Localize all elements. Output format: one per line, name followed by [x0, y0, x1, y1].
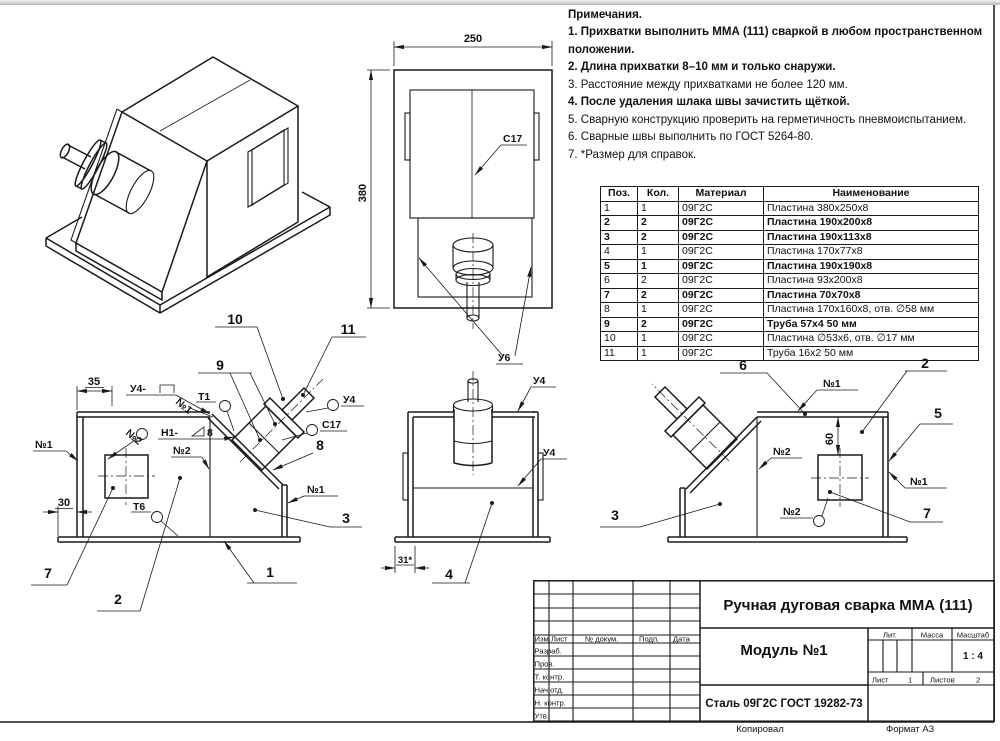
dim-31: 31* — [397, 555, 413, 566]
parts-row-8: 8 1 09Г2С Пластина 170x160x8, отв. ∅58 мм — [601, 303, 979, 318]
pos-2: 2 — [114, 591, 122, 607]
weld-label-n2-rot: №2 — [123, 427, 145, 448]
module-title: Модуль №1 — [740, 642, 828, 659]
dim-60: 60 — [824, 432, 836, 446]
parts-row-10: 10 1 09Г2С Пластина ∅53x6, отв. ∅17 мм — [601, 332, 979, 347]
pos-3: 3 — [342, 510, 350, 526]
note-item-3: 3. Расстояние между прихватками не более 120 мм. — [568, 78, 848, 91]
tb-row-nkontr: Н. контр. — [534, 698, 566, 708]
dim-35: 35 — [87, 376, 101, 388]
weld-label-n1-left: №1 — [35, 439, 53, 451]
weld-label-t6: Т6 — [133, 501, 146, 513]
view-top — [355, 25, 585, 375]
pos-5: 5 — [934, 405, 942, 421]
pos-8: 8 — [316, 437, 324, 453]
note-item-1: 1. Прихватки выполнить ММА (111) сваркой в любом пространственном положении. — [568, 26, 983, 56]
scale-value: 1 : 4 — [962, 651, 984, 662]
tb-col-podp: Подп. — [639, 634, 660, 644]
weld-label-n1-right: №1 — [307, 484, 325, 496]
weld-label-u4-top: У4 — [533, 375, 546, 387]
weld-label-c17: С17 — [322, 419, 342, 431]
tb-row-nachotd: Нач.отд. — [534, 685, 564, 695]
pos-2: 2 — [921, 355, 929, 371]
weld-label-u4-contour: У4- — [130, 383, 146, 395]
copied-label: Копировал — [736, 724, 784, 735]
notes-list — [568, 24, 992, 164]
view-isometric — [30, 40, 340, 330]
weld-label-c17: С17 — [503, 133, 523, 145]
pos-11: 11 — [340, 321, 356, 337]
note-item-7: 7. *Размер для справок. — [568, 148, 697, 161]
weld-label-n1-side: №1 — [910, 476, 928, 488]
pos-4: 4 — [445, 566, 453, 582]
doc-title: Ручная дуговая сварка ММА (111) — [723, 597, 973, 614]
parts-row-9: 9 2 09Г2С Труба 57x4 50 мм — [601, 317, 979, 332]
weld-label-n2-weld: №2 — [783, 506, 801, 518]
pos-9: 9 — [216, 357, 224, 373]
tb-row-razrab: Разраб. — [534, 646, 562, 656]
weld-label-n2-seam: №2 — [773, 446, 791, 458]
weld-label-u6: У6 — [498, 352, 511, 364]
title-block — [533, 580, 995, 727]
note-item-4: 4. После удаления шлака швы зачистить щёткой. — [568, 96, 850, 109]
tb-row-tkontr: Т. контр. — [534, 672, 565, 682]
parts-row-11: 11 1 09Г2С Труба 16x2 50 мм — [601, 346, 979, 361]
parts-header-3: Наименование — [764, 187, 979, 202]
pos-6: 6 — [739, 357, 747, 373]
weld-contour-icon — [160, 385, 174, 393]
dim-30: 30 — [57, 497, 71, 509]
parts-row-7: 7 2 09Г2С Пластина 70x70x8 — [601, 288, 979, 303]
sheets-value: 2 — [976, 675, 981, 685]
view-front — [30, 300, 370, 630]
sheet-label: Лист — [872, 675, 889, 685]
parts-row-5: 5 1 09Г2С Пластина 190x190x8 — [601, 259, 979, 274]
parts-row-2: 2 2 09Г2С Пластина 190x200x8 — [601, 216, 979, 231]
weld-label-n2-mid: №2 — [173, 445, 191, 457]
weld-label-u4-mid: У4 — [543, 447, 556, 459]
sheets-label: Листов — [930, 675, 955, 685]
tb-col-dokum: № докум. — [585, 634, 619, 644]
mass-label: Масса — [920, 630, 944, 640]
dim-250: 250 — [463, 33, 483, 45]
parts-table — [600, 186, 979, 361]
parts-row-1: 1 1 09Г2С Пластина 380x250x8 — [601, 201, 979, 216]
pos-10: 10 — [227, 311, 243, 327]
scale-label: Масштаб — [956, 630, 990, 640]
sheet-value: 1 — [908, 675, 913, 685]
view-side — [375, 365, 575, 600]
parts-header-2: Материал — [679, 187, 764, 202]
pos-7: 7 — [923, 505, 931, 521]
fillet-weld-icon — [192, 427, 204, 436]
lit-label: Лит. — [883, 630, 897, 640]
parts-row-3: 3 2 09Г2С Пластина 190x113x8 — [601, 230, 979, 245]
format-label: Формат А3 — [885, 724, 934, 735]
material-title: Сталь 09Г2С ГОСТ 19282-73 — [705, 698, 863, 710]
parts-row-6: 6 2 09Г2С Пластина 93x200x8 — [601, 274, 979, 289]
parts-header-0: Поз. — [601, 187, 638, 202]
tb-col-izm: Изм. — [534, 634, 551, 644]
view-right — [595, 350, 965, 585]
note-item-2: 2. Длина прихватки 8–10 мм и только снаружи. — [568, 61, 836, 74]
weld-label-n1-top: №1 — [823, 378, 841, 390]
pos-3: 3 — [611, 507, 619, 523]
tb-row-utv: Утв. — [534, 711, 549, 721]
note-item-6: 6. Сварные швы выполнить по ГОСТ 5264-80. — [568, 131, 814, 144]
tb-col-list: Лист — [551, 634, 568, 644]
weld-label-h1: Н1- — [161, 427, 178, 439]
tb-col-data: Дата — [673, 634, 690, 644]
parts-header-1: Кол. — [638, 187, 679, 202]
weld-label-t1: Т1 — [198, 391, 211, 403]
notes-title: Примечания. — [568, 9, 642, 21]
weld-label-n1-slope: №1 — [173, 396, 195, 417]
tb-row-prov: Пров. — [534, 659, 555, 669]
dim-380: 380 — [357, 183, 369, 203]
notes-block — [568, 7, 992, 164]
note-item-5: 5. Сварную конструкцию проверить на герметичность пневмоиспытанием. — [568, 113, 967, 126]
weld-label-u4: У4 — [343, 394, 356, 406]
parts-row-4: 4 1 09Г2С Пластина 170x77x8 — [601, 245, 979, 260]
pos-1: 1 — [266, 564, 274, 580]
pos-7: 7 — [44, 565, 52, 581]
weld-label-h1-size: 8 — [207, 427, 213, 439]
